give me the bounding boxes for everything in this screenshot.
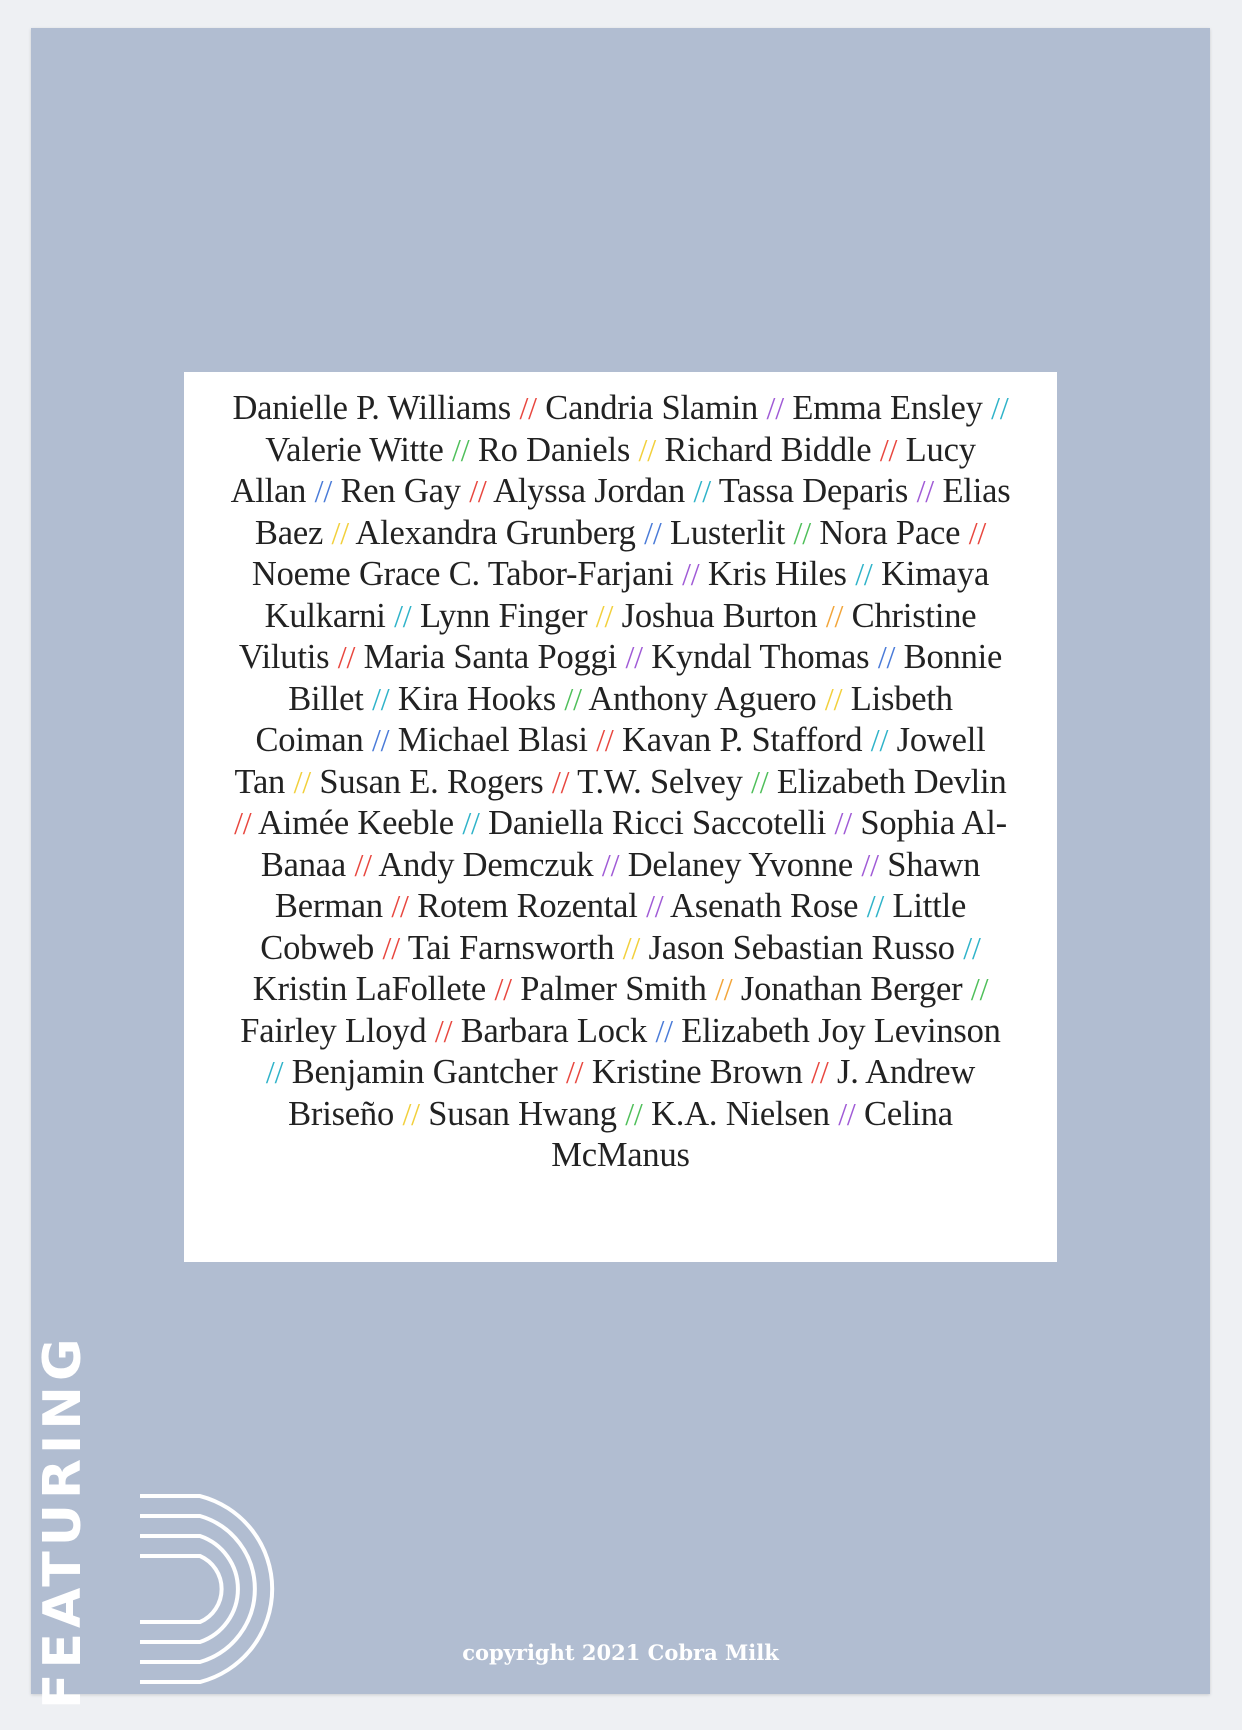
- name-separator: //: [469, 473, 487, 509]
- name-separator: //: [372, 680, 390, 717]
- name-separator: //: [793, 514, 811, 551]
- contributor-name: Emma Ensley: [792, 389, 983, 427]
- contributor-name: Alyssa Jordan: [493, 472, 686, 510]
- contributor-name: Fairley Lloyd: [240, 1011, 427, 1050]
- name-separator: //: [963, 929, 981, 966]
- contributor-name: Elizabeth Joy Levinson: [681, 1011, 1001, 1050]
- name-separator: //: [682, 556, 700, 592]
- contributor-name: Kristine Brown: [591, 1053, 803, 1091]
- contributor-name: Elias Baez: [254, 472, 1011, 552]
- name-separator: //: [970, 971, 989, 1007]
- name-separator: //: [564, 680, 582, 717]
- name-separator: //: [824, 680, 843, 717]
- contributor-name: Jowell Tan: [234, 721, 986, 801]
- name-separator: //: [877, 639, 896, 675]
- name-separator: //: [354, 846, 372, 883]
- name-separator: //: [646, 888, 664, 924]
- contributor-name: Candria Slamin: [545, 389, 759, 427]
- name-separator: //: [314, 473, 333, 509]
- name-separator: //: [452, 431, 470, 468]
- name-separator: //: [811, 1054, 829, 1090]
- cover-page: [31, 28, 1210, 1709]
- contributor-name: Danielle P. Williams: [232, 389, 512, 427]
- name-separator: //: [601, 846, 620, 883]
- contributor-name: Tassa Deparis: [718, 472, 909, 510]
- contributor-name: Kimaya Kulkarni: [264, 555, 990, 635]
- name-separator: //: [879, 431, 898, 468]
- name-separator: //: [596, 722, 614, 758]
- name-separator: //: [838, 1095, 856, 1132]
- contributor-name: Kris Hiles: [707, 555, 847, 593]
- name-separator: //: [462, 805, 480, 841]
- contributor-name: Lynn Finger: [419, 596, 588, 635]
- contributor-name: Christine Vilutis: [238, 596, 977, 676]
- contributor-name: K.A. Nielsen: [651, 1094, 830, 1133]
- contributor-name: Jonathan Berger: [740, 970, 963, 1008]
- contributor-name: Ro Daniels: [477, 430, 631, 469]
- name-separator: //: [551, 763, 570, 800]
- contributor-name: Shawn Berman: [274, 845, 981, 925]
- name-separator: //: [644, 514, 662, 551]
- contributors-box: [184, 372, 1057, 1262]
- name-separator: //: [519, 390, 537, 426]
- contributor-name: Ren Gay: [340, 472, 461, 510]
- name-separator: //: [693, 473, 711, 509]
- contributor-name: T.W. Selvey: [577, 762, 743, 801]
- name-separator: //: [371, 722, 390, 758]
- name-separator: //: [293, 763, 311, 800]
- contributor-name: Michael Blasi: [397, 721, 588, 759]
- contributor-name: Tai Farnsworth: [407, 928, 615, 967]
- contributor-name: Andy Demczuk: [378, 845, 594, 884]
- contributor-name: Susan Hwang: [428, 1094, 617, 1133]
- contributor-name: Jason Sebastian Russo: [648, 928, 955, 967]
- name-separator: //: [494, 971, 512, 1007]
- name-separator: //: [434, 1012, 453, 1049]
- name-separator: //: [622, 929, 641, 966]
- contributor-name: Asenath Rose: [670, 887, 859, 925]
- contributor-name: Valerie Witte: [265, 430, 444, 469]
- contributor-name: Bonnie Billet: [288, 638, 1003, 718]
- name-separator: //: [625, 639, 643, 675]
- name-separator: //: [916, 473, 934, 509]
- name-separator: //: [565, 1054, 584, 1090]
- name-separator: //: [391, 888, 409, 924]
- contributor-name: Noeme Grace C. Tabor-Farjani: [251, 555, 674, 593]
- contributor-name: Kavan P. Stafford: [622, 721, 863, 759]
- name-separator: //: [382, 929, 400, 966]
- contributor-name: Kristin LaFollete: [252, 970, 486, 1008]
- contributor-name: Kira Hooks: [397, 679, 556, 718]
- contributor-name: Lusterlit: [669, 513, 786, 552]
- contributor-name: Celina McManus: [551, 1094, 953, 1174]
- contributor-name: Lisbeth Coiman: [255, 679, 953, 759]
- name-separator: //: [766, 390, 784, 426]
- name-separator: //: [751, 763, 769, 800]
- contributor-name: Aimée Keeble: [258, 804, 454, 842]
- contributor-name: Rotem Rozental: [417, 887, 638, 925]
- featuring-label: FEATURING: [33, 1333, 93, 1709]
- contributor-name: J. Andrew Briseño: [288, 1053, 976, 1133]
- contributor-name: Palmer Smith: [520, 970, 707, 1008]
- name-separator: //: [866, 888, 885, 924]
- name-separator: //: [861, 846, 879, 883]
- contributor-name: Anthony Aguero: [588, 679, 817, 718]
- name-separator: //: [855, 556, 873, 592]
- name-separator: //: [331, 514, 349, 551]
- name-separator: //: [394, 597, 412, 634]
- contributor-name: Sophia Al-Banaa: [260, 804, 1007, 884]
- name-separator: //: [715, 971, 733, 1007]
- name-separator: //: [834, 805, 852, 841]
- name-separator: //: [870, 722, 889, 758]
- contributor-name: Benjamin Gantcher: [291, 1053, 558, 1091]
- contributor-name: Kyndal Thomas: [651, 638, 870, 676]
- contributor-name: Barbara Lock: [460, 1011, 647, 1050]
- name-separator: //: [265, 1054, 284, 1090]
- name-separator: //: [234, 805, 252, 841]
- contributor-name: Maria Santa Poggi: [363, 638, 617, 676]
- name-separator: //: [825, 597, 844, 634]
- name-separator: //: [625, 1095, 643, 1132]
- name-separator: //: [991, 390, 1009, 426]
- contributor-name: Richard Biddle: [664, 430, 872, 469]
- name-separator: //: [968, 514, 987, 551]
- contributor-name: Daniella Ricci Saccotelli: [488, 804, 827, 842]
- contributors-list: [230, 388, 1011, 1177]
- contributor-name: Alexandra Grunberg: [355, 513, 636, 552]
- name-separator: //: [638, 431, 656, 468]
- name-separator: //: [337, 639, 356, 675]
- contributor-name: Elizabeth Devlin: [776, 762, 1007, 801]
- name-separator: //: [655, 1012, 673, 1049]
- contributor-name: Delaney Yvonne: [627, 845, 853, 884]
- name-separator: //: [402, 1095, 420, 1132]
- contributor-name: Little Cobweb: [260, 887, 967, 967]
- contributor-name: Susan E. Rogers: [319, 762, 544, 801]
- contributor-name: Nora Pace: [819, 513, 961, 552]
- contributor-name: Joshua Burton: [621, 596, 818, 635]
- copyright-notice: copyright 2021 Cobra Milk: [462, 1640, 779, 1665]
- name-separator: //: [595, 597, 614, 634]
- contributor-name: Lucy Allan: [230, 430, 976, 510]
